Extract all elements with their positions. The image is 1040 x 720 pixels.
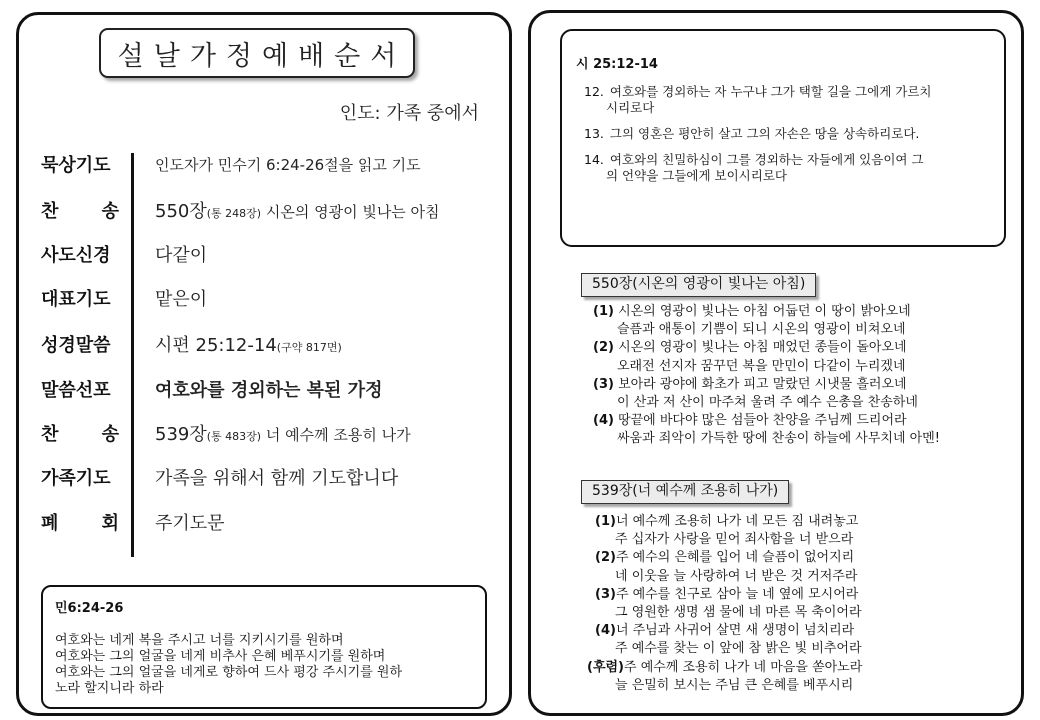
title-box (99, 28, 415, 78)
lyric-text: 네 이웃을 늘 사랑하여 너 받은 것 거저주라 (615, 568, 858, 584)
order-value (155, 285, 207, 311)
order-row (41, 195, 440, 225)
order-value-text: 여호와를 경외하는 복된 가정 (155, 380, 383, 401)
order-value-text: (통 248장) (206, 207, 262, 220)
verse-number: (후렴) (587, 659, 624, 675)
order-value-text: 너 예수께 조용히 나가 (261, 426, 411, 444)
order-label: 말씀선포 (41, 380, 111, 401)
order-label-char: 폐 (41, 513, 59, 534)
order-value-text: 다같이 (155, 245, 208, 266)
lyric-line (587, 677, 862, 695)
order-value (155, 420, 411, 446)
verse-number: (1) (595, 514, 616, 529)
order-value-text: 인도자가 민수기 6:24-26절을 읽고 기도 (155, 155, 421, 174)
verse-line: 여호와는 그의 얼굴을 네게로 향하여 드사 평강 주시기를 원하 (55, 665, 403, 680)
psalm-box (560, 29, 1006, 247)
lyric-text: 이 산과 저 산이 마주쳐 울려 주 예수 은총을 찬송하네 (617, 395, 918, 411)
numbers-verse-box (41, 585, 487, 709)
lyric-text: 그 영원한 생명 샘 물에 네 마른 목 축이어라 (615, 605, 862, 621)
order-label: 묵상기도 (41, 155, 111, 176)
hymn-550-lyrics (587, 303, 940, 449)
verse-number: (4) (595, 623, 616, 639)
lyric-text: 시온의 영광이 빛나는 아침 매었던 종들이 돌아오네 (613, 340, 907, 356)
verse-number: 12. (584, 84, 604, 99)
lyric-line (587, 659, 862, 677)
order-value-text: (구약 817면) (276, 341, 342, 354)
order-value-text: (통 483장) (206, 430, 262, 443)
verse-number: (3) (593, 376, 614, 392)
lyric-line (587, 303, 940, 321)
order-value (155, 464, 398, 490)
verse-text: 그의 영혼은 평안히 살고 그의 자손은 땅을 상속하리로다. (609, 126, 920, 141)
order-value-text: 550장 (155, 201, 207, 222)
lyric-line (587, 549, 862, 567)
lyric-text: 늘 은밀히 보시는 주님 큰 은혜를 베푸시리 (615, 677, 854, 693)
verse-line: 여호와는 그의 얼굴을 네게 비추사 은혜 베푸시기를 원하며 (55, 649, 386, 664)
order-value-text: 맡은이 (155, 289, 208, 310)
verse-text: 여호와의 친밀하심이 그를 경외하는 자들에게 있음이여 그 (609, 152, 924, 167)
order-label-char: 송 (101, 424, 119, 445)
lyric-text: 오래전 선지자 꿈꾸던 복을 만민이 다같이 누리겠네 (617, 358, 906, 374)
order-label: 성경말씀 (41, 335, 111, 356)
lyric-text: 주 예수를 친구로 삼아 늘 네 옆에 모시어라 (615, 586, 859, 602)
lyric-line (587, 604, 862, 622)
lyric-line (587, 513, 862, 531)
verse-number: 13. (584, 126, 604, 141)
verse-line: 노라 할지니라 하라 (55, 681, 164, 696)
verse-number: 14. (584, 152, 604, 167)
psalm-verses (576, 84, 990, 184)
lyric-text: 너 예수께 조용히 나가 네 모든 짐 내려놓고 (615, 514, 859, 529)
lyric-text: 너 주님과 사귀어 살면 새 생명이 넘치리라 (615, 623, 855, 639)
lyric-text: 싸움과 죄악이 가득한 땅에 찬송이 하늘에 사무치네 아멘! (617, 431, 940, 447)
order-value-text: 539장 (155, 424, 207, 445)
order-label-char: 찬 (41, 201, 59, 222)
verse-number: (2) (595, 550, 616, 566)
order-label-char: 찬 (41, 424, 59, 445)
lyric-text: 주 십자가 사랑을 믿어 죄사함을 너 받으라 (615, 532, 854, 548)
lyric-text: 주 예수를 찾는 이 앞에 참 밝은 빛 비추어라 (615, 641, 862, 657)
lyric-line (587, 622, 862, 640)
verse-reference: 민6:24-26 (55, 601, 124, 616)
order-value (155, 241, 207, 267)
page-title: 설날가정예배순서 (117, 40, 407, 72)
order-label: 사도신경 (41, 245, 111, 266)
order-value (155, 331, 342, 357)
lyric-line (587, 531, 862, 549)
lyric-line (587, 640, 862, 658)
verse-number: (4) (593, 413, 614, 429)
psalm-verse (576, 152, 990, 184)
verse-number: (1) (593, 304, 614, 319)
order-value (155, 197, 440, 223)
order-row (41, 462, 399, 492)
order-of-service-panel (16, 12, 512, 716)
scripture-hymns-panel (528, 10, 1024, 716)
verse-line: 여호와는 네게 복을 주시고 너를 지키시기를 원하며 (55, 633, 344, 648)
order-row (41, 329, 342, 359)
lyric-line (587, 586, 862, 604)
lyric-text: 슬픔과 애통이 기쁨이 되니 시온의 영광이 비쳐오네 (617, 322, 906, 338)
psalm-reference: 시 25:12-14 (576, 57, 658, 72)
lyric-text: 주 예수의 은혜를 입어 네 슬픔이 없어지리 (615, 550, 855, 566)
lyric-text: 주 예수께 조용히 나가 네 마음을 쏟아노라 (624, 659, 863, 675)
divider-line (131, 153, 134, 557)
lyric-line (587, 568, 862, 586)
order-row (41, 283, 208, 313)
lyric-line (587, 339, 940, 357)
order-row (41, 239, 208, 269)
lyric-line (587, 394, 940, 412)
verse-number: (3) (595, 586, 616, 602)
order-value (155, 154, 421, 175)
lyric-text: 시온의 영광이 빛나는 아침 어둡던 이 땅이 밝아오네 (613, 304, 911, 319)
hymn-539-lyrics (587, 513, 862, 695)
order-row (41, 149, 421, 179)
order-label (41, 509, 125, 535)
order-row (41, 507, 225, 537)
order-row (41, 418, 411, 448)
order-value-text: 시편 25:12-14 (155, 335, 277, 356)
order-label: 가족기도 (41, 468, 111, 489)
psalm-verse (576, 84, 990, 116)
order-label: 대표기도 (41, 289, 111, 310)
lyric-line (587, 430, 940, 448)
order-label-char: 회 (101, 513, 119, 534)
order-row (41, 374, 383, 404)
psalm-verse (576, 126, 990, 142)
hymn-550-label: 550장(시온의 영광이 빛나는 아침) (581, 273, 816, 297)
lyric-text: 보아라 광야에 화초가 피고 말랐던 시냇물 흘러오네 (613, 376, 907, 392)
order-value (155, 509, 225, 535)
verse-number: (2) (593, 340, 614, 356)
order-value-text: 주기도문 (155, 513, 225, 534)
order-label-char: 송 (101, 201, 119, 222)
lyric-text: 땅끝에 바다야 많은 섬들아 찬양을 주님께 드리어라 (613, 413, 907, 429)
order-label (41, 420, 125, 446)
order-value-text: 가족을 위해서 함께 기도합니다 (155, 468, 399, 489)
verse-text-continued: 의 언약을 그들에게 보이시리로다 (606, 168, 787, 183)
order-value-text: 시온의 영광이 빛나는 아침 (261, 203, 440, 221)
leader-note: 인도: 가족 중에서 (339, 103, 479, 124)
verse-text-continued: 시리로다 (606, 100, 655, 115)
hymn-539-label: 539장(너 예수께 조용히 나가) (581, 480, 789, 504)
order-label (41, 197, 125, 223)
lyric-line (587, 358, 940, 376)
lyric-line (587, 376, 940, 394)
lyric-line (587, 412, 940, 430)
lyric-line (587, 321, 940, 339)
order-value (155, 376, 382, 402)
verse-text: 여호와를 경외하는 자 누구냐 그가 택할 길을 그에게 가르치 (609, 84, 932, 99)
